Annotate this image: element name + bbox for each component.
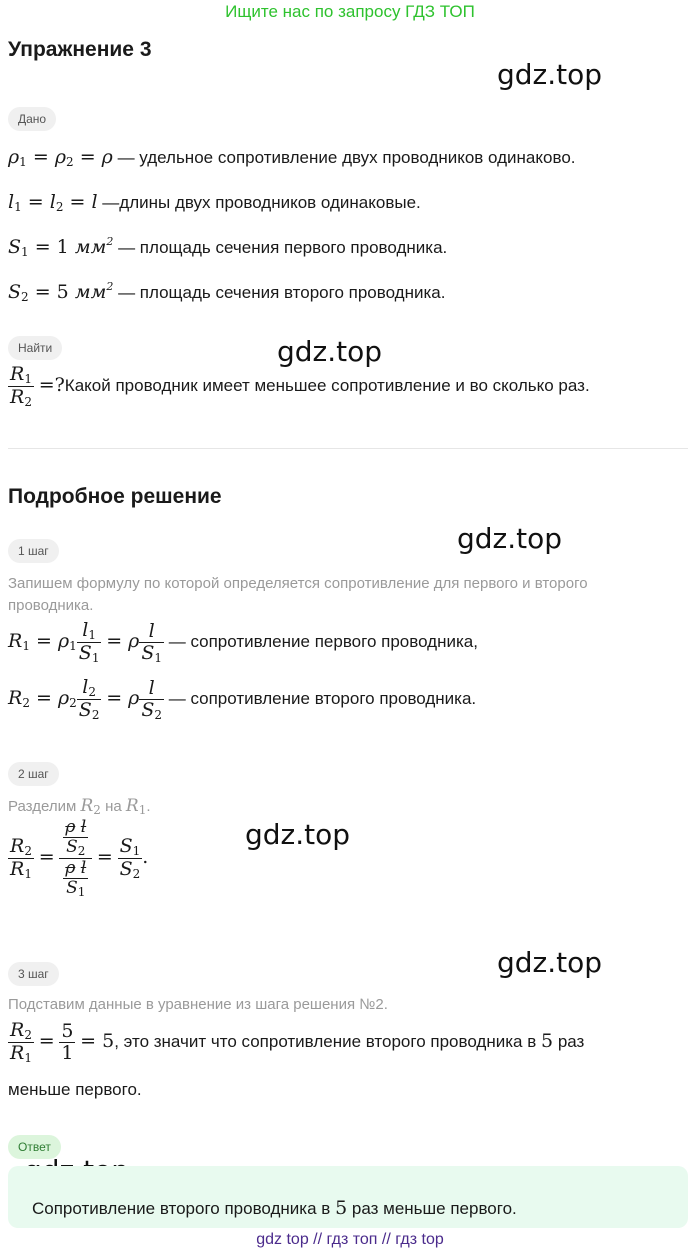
footer-separator: // xyxy=(313,1231,323,1248)
footer-link-gdz-top[interactable]: gdz top xyxy=(256,1231,309,1248)
solution-title: Подробное решение xyxy=(8,485,222,508)
given-label: Дано xyxy=(8,107,56,131)
search-banner: Ищите нас по запросу ГДЗ ТОП xyxy=(225,2,475,21)
step-1-formula-2-text: — сопротивление второго проводника. xyxy=(168,689,477,709)
given-line-1: $\rho_1 = \rho_2 = \rho$ — удельное сопротивление двух проводников одинаково. xyxy=(8,146,576,169)
step-1-description: Запишем формулу по которой определяется сопротивление для первого и второго проводника. xyxy=(8,575,588,614)
watermark: gdz.top xyxy=(277,335,383,368)
given-line-2-text: —длины двух проводников одинаковые. xyxy=(102,193,421,212)
given-line-4: $S_2 = 5$ $мм^2$ — площадь сечения второго проводника. xyxy=(8,280,446,304)
section-divider xyxy=(8,448,688,449)
step-3-conclusion: меньше первого. xyxy=(8,1080,142,1099)
given-line-4-text: — площадь сечения второго проводника. xyxy=(118,283,446,302)
footer-link-gdz-top-ru[interactable]: гдз топ xyxy=(326,1231,378,1248)
given-line-1-text: — удельное сопротивление двух проводников одинаково. xyxy=(117,148,576,167)
watermark: gdz.top xyxy=(457,522,563,555)
watermark: gdz.top xyxy=(245,818,351,851)
watermark: gdz.top xyxy=(497,58,603,91)
given-line-3-text: — площадь сечения первого проводника. xyxy=(118,238,448,257)
answer-text: Сопротивление второго проводника в 5 раз меньше первого. xyxy=(32,1197,517,1219)
step-1-formula-1-text: — сопротивление первого проводника, xyxy=(168,632,478,652)
step-2-formula: $\frac{R_2}{R_1}$ = $\frac{\frac{\text{ρ l}}{S_2}}{\frac{\text{ρ l}}{S_1}}$ = $\frac{S_1}{S_2}$ . xyxy=(10,817,149,899)
find-line: $\frac{R_1}{R_2}$ =?Какой проводник имеет меньшее сопротивление и во сколько раз. xyxy=(10,363,590,410)
step-1-formula-2: $R_2 = \rho_2$ $\frac{l_2}{S_2}$ = ρ $\frac{l}{S_2}$ — сопротивление второго проводника. xyxy=(8,676,477,723)
answer-label: Ответ xyxy=(8,1135,61,1159)
watermark: gdz.top xyxy=(497,946,603,979)
step-3-formula: $\frac{R_2}{R_1}$ = $\frac{5}{1}$ = 5, это значит что сопротивление второго проводника в 5 раз xyxy=(10,1019,585,1066)
step-2-description: Разделим $R_2$ на $R_1$. xyxy=(8,796,151,817)
exercise-title: Упражнение 3 xyxy=(8,38,152,61)
footer-link-gdz-top-mixed[interactable]: гдз top xyxy=(395,1231,444,1248)
step-3-description: Подставим данные в уравнение из шага решения №2. xyxy=(8,996,388,1013)
step-3-label: 3 шаг xyxy=(8,962,59,986)
footer-separator: // xyxy=(381,1231,391,1248)
footer-links xyxy=(0,1231,700,1249)
step-1-label: 1 шаг xyxy=(8,539,59,563)
given-line-3: $S_1 = 1$ $мм^2$ — площадь сечения первого проводника. xyxy=(8,235,448,259)
step-1-formula-1: $R_1 = \rho_1$ $\frac{l_1}{S_1}$ = ρ $\frac{l}{S_1}$ — сопротивление первого проводника, xyxy=(8,619,478,666)
find-label: Найти xyxy=(8,336,62,360)
given-line-2: $l_1 = l_2 = l$ —длины двух проводников одинаковые. xyxy=(8,191,421,214)
find-text: Какой проводник имеет меньшее сопротивление и во сколько раз. xyxy=(64,376,590,396)
step-2-label: 2 шаг xyxy=(8,762,59,786)
